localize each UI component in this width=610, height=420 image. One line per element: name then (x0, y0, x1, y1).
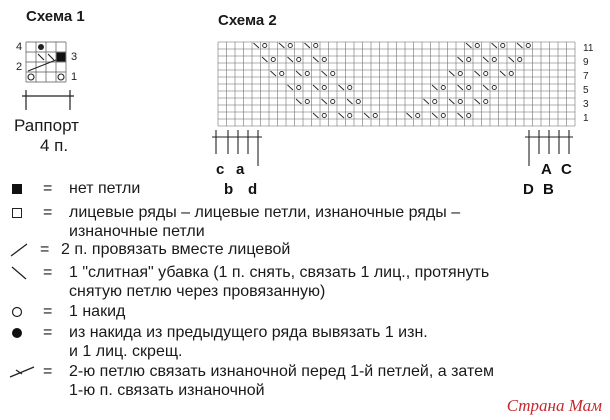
yarn-over-symbol (58, 74, 64, 80)
yarn-over-symbol (348, 85, 352, 89)
yarn-over-symbol (297, 85, 301, 89)
slip-decrease-symbol (475, 71, 481, 76)
slip-decrease-symbol (339, 85, 345, 90)
slip-decrease-symbol (38, 54, 44, 60)
slip-decrease-symbol (458, 113, 464, 118)
legend-equals: = (43, 264, 53, 281)
slip-decrease-symbol (475, 99, 481, 104)
legend-symbol-slash-left (8, 263, 34, 282)
legend-equals: = (43, 204, 53, 221)
marker-label-left: c (216, 161, 225, 178)
yarn-over-symbol (492, 57, 496, 61)
bullet-symbol (38, 44, 44, 50)
yarn-over-symbol (331, 71, 335, 75)
slip-decrease-symbol (271, 71, 277, 76)
marker-label-right: D (523, 181, 534, 198)
yarn-over-symbol (356, 99, 360, 103)
yarn-over-symbol (322, 85, 326, 89)
marker-label-right: B (543, 181, 554, 198)
legend-equals: = (43, 303, 53, 320)
slip-decrease-symbol (458, 85, 464, 90)
yarn-over-symbol (314, 43, 318, 47)
slip-decrease-symbol (296, 99, 302, 104)
slip-decrease-symbol (313, 57, 319, 62)
yarn-over-symbol (526, 43, 530, 47)
yarn-over-symbol (492, 85, 496, 89)
scheme1-row-number: 2 (16, 61, 23, 73)
slip-decrease-symbol (288, 85, 294, 90)
slip-decrease-symbol (492, 43, 498, 48)
legend-text: 1 "слитная" убавка (1 п. снять, связать 1 лиц., протянуть (69, 264, 490, 281)
scheme2-row-number: 5 (583, 85, 589, 96)
slip-decrease-symbol (313, 113, 319, 118)
slip-decrease-symbol (347, 99, 353, 104)
marker-label-left: d (248, 181, 258, 198)
legend-text: из накида из предыдущего ряда вывязать 1 изн. (69, 324, 428, 341)
scheme1-grid (26, 42, 66, 82)
legend-equals: = (43, 363, 53, 380)
slip-decrease-symbol (483, 57, 489, 62)
legend-symbol-empty-square (8, 203, 34, 222)
scheme1-row-number: 4 (16, 41, 23, 53)
slip-decrease-symbol (254, 43, 260, 48)
legend-symbol-bullet (8, 323, 34, 342)
slip-decrease-symbol (458, 57, 464, 62)
repeat-label: Раппорт (14, 116, 79, 135)
legend-symbol-filled-square (8, 179, 34, 198)
slip-decrease-symbol (466, 43, 472, 48)
yarn-over-symbol (305, 71, 309, 75)
slip-decrease-symbol (449, 71, 455, 76)
yarn-over-symbol (441, 85, 445, 89)
yarn-over-symbol (458, 71, 462, 75)
yarn-over-symbol (322, 57, 326, 61)
legend-text: нет петли (69, 180, 141, 197)
legend-equals: = (43, 324, 53, 341)
scheme2-row-number: 1 (583, 113, 589, 124)
slip-decrease-symbol (517, 43, 523, 48)
legend-symbol-cross-slash (8, 362, 34, 381)
slip-decrease-symbol (500, 71, 506, 76)
slip-decrease-symbol (432, 85, 438, 90)
yarn-over-symbol (280, 71, 284, 75)
legend-text: 2-ю петлю связать изнаночной перед 1-й петлей, а затем (69, 363, 495, 380)
repeat-count: 4 п. (40, 136, 69, 155)
scheme2-row-number: 7 (583, 71, 589, 82)
yarn-over-symbol (263, 43, 267, 47)
slip-decrease-symbol (509, 57, 515, 62)
no-stitch-symbol (57, 53, 66, 62)
slip-decrease-symbol (339, 113, 345, 118)
scheme1-row-number: 3 (71, 51, 78, 63)
yarn-over-symbol (348, 113, 352, 117)
yarn-over-symbol (433, 99, 437, 103)
slip-decrease-symbol (432, 113, 438, 118)
slip-decrease-symbol (305, 43, 311, 48)
legend-equals: = (40, 241, 50, 258)
yarn-over-symbol (518, 57, 522, 61)
slip-decrease-symbol (322, 99, 328, 104)
yarn-over-symbol (441, 113, 445, 117)
scheme2-grid (218, 42, 575, 126)
legend-text: 1 накид (69, 303, 126, 320)
scheme2-chart (200, 30, 610, 198)
yarn-over-symbol (501, 43, 505, 47)
scheme1-row-number: 1 (71, 71, 78, 83)
yarn-over-symbol (475, 43, 479, 47)
scheme2-row-number: 11 (583, 43, 594, 54)
legend-text-continued: снятую петлю через провязанную) (69, 283, 326, 300)
yarn-over-symbol (458, 99, 462, 103)
marker-label-left: a (236, 161, 245, 178)
legend-symbol-slash-right (8, 240, 34, 259)
yarn-over-symbol (416, 113, 420, 117)
yarn-over-symbol (467, 85, 471, 89)
legend-symbol-circle (8, 302, 34, 321)
slip-decrease-symbol (483, 85, 489, 90)
scheme2-row-number: 9 (583, 57, 589, 68)
slip-decrease-symbol (322, 71, 328, 76)
yarn-over-symbol (467, 57, 471, 61)
legend-equals: = (43, 180, 53, 197)
yarn-over-symbol (305, 99, 309, 103)
slip-decrease-symbol (407, 113, 413, 118)
yarn-over-symbol (271, 57, 275, 61)
scheme2-title: Схема 2 (218, 12, 277, 29)
slip-decrease-symbol (296, 71, 302, 76)
yarn-over-symbol (331, 99, 335, 103)
marker-label-left: b (224, 181, 234, 198)
yarn-over-symbol (288, 43, 292, 47)
slip-decrease-symbol (48, 54, 54, 60)
slip-decrease-symbol (424, 99, 430, 104)
scheme1-chart (0, 30, 110, 120)
slip-decrease-symbol (288, 57, 294, 62)
yarn-over-symbol (373, 113, 377, 117)
scheme2-row-number: 3 (583, 99, 589, 110)
watermark: Страна Мам (506, 396, 602, 415)
slip-decrease-symbol (279, 43, 285, 48)
yarn-over-symbol (509, 71, 513, 75)
slip-decrease-symbol (262, 57, 268, 62)
yarn-over-symbol (467, 113, 471, 117)
legend-text-continued: 1-ю п. связать изнаночной (69, 382, 265, 399)
legend-text-continued: изнаночные петли (69, 223, 205, 240)
yarn-over-symbol (297, 57, 301, 61)
slip-decrease-symbol (449, 99, 455, 104)
legend-text-continued: и 1 лиц. скрещ. (69, 343, 183, 360)
yarn-over-symbol (484, 99, 488, 103)
yarn-over-symbol (484, 71, 488, 75)
legend-text: 2 п. провязать вместе лицевой (61, 241, 291, 258)
marker-label-right: A (541, 161, 552, 178)
marker-label-right: C (561, 161, 572, 178)
yarn-over-symbol (322, 113, 326, 117)
yarn-over-symbol (28, 74, 34, 80)
legend-text: лицевые ряды – лицевые петли, изнаночные ряды – (69, 204, 461, 221)
slip-decrease-symbol (313, 85, 319, 90)
scheme1-title: Схема 1 (26, 8, 85, 25)
slip-decrease-symbol (364, 113, 370, 118)
